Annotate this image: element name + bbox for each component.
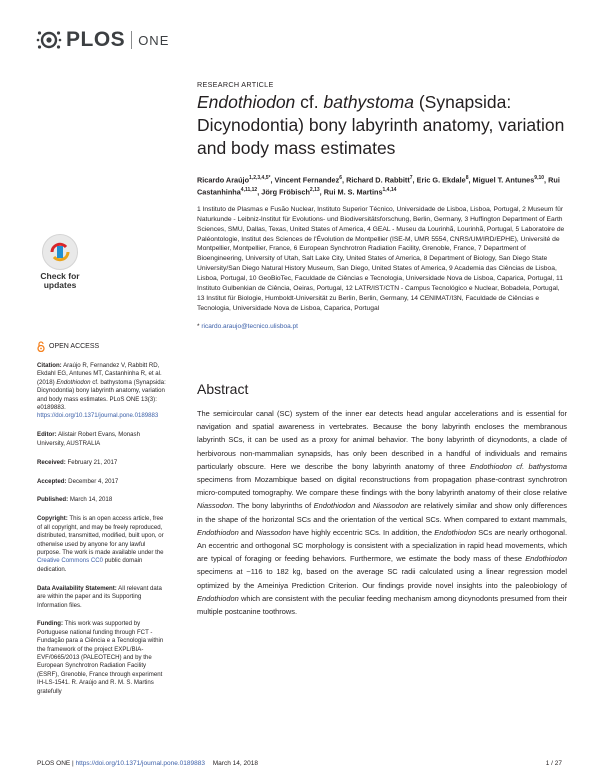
plos-one-logo	[36, 28, 169, 52]
corresponding-email[interactable]: ricardo.araujo@tecnico.ulisboa.pt	[201, 322, 298, 330]
abstract-text: are relatively similar and show only differences in the shape of the horizontal SCs and the orientation of the vertical SCs. When compared to extant mammals,	[197, 501, 567, 524]
footer-journal: PLOS ONE	[37, 760, 71, 767]
title-rest: (Synapsida: Dicynodontia) bony labyrinth anatomy, variation and body mass estimates	[197, 92, 565, 158]
abstract-body	[197, 407, 567, 618]
copyright-text: This is an open access article, free of all copyright, and may be freely reproduced, distributed, transmitted, modified, built upon, or otherwise used by anyone for any lawful purpose. The work is made available under the	[37, 515, 164, 556]
funding-block	[37, 620, 167, 696]
author-affiliation-marker: 9,10	[534, 175, 545, 181]
article-sidebar	[37, 362, 167, 707]
abstract-taxon: Endothiodon	[525, 554, 567, 564]
abstract-taxon: Endothiodon	[197, 527, 239, 537]
author-affiliation-marker: 6	[339, 175, 343, 181]
funding-label: Funding:	[37, 620, 64, 628]
copyright-label: Copyright:	[37, 515, 68, 523]
abstract-taxon: Niassodon	[255, 527, 291, 537]
citation-doi-link[interactable]: https://doi.org/10.1371/journal.pone.0189883	[37, 412, 159, 420]
accepted-date: December 4, 2017	[68, 477, 119, 485]
citation-title-rest: cf. bathystoma (Synapsida: Dicynodontia) bony labyrinth anatomy, variation and body mass estimates. PLoS ONE 13(3): e0189883.	[37, 378, 166, 412]
abstract-text: which are consistent with the peculiar feeding mechanism among dicynodonts presumed from their multiple postcanine toothrows.	[197, 593, 568, 617]
plos-logo-icon	[36, 29, 62, 51]
author-affiliation-marker: 8	[465, 175, 469, 181]
author-name: Richard D. Rabbitt	[346, 175, 410, 185]
copyright-end: public domain dedication.	[37, 557, 143, 573]
open-access-tag	[37, 341, 99, 352]
author-affiliation-marker: 4,11,12	[240, 187, 258, 194]
citation-text: Araújo R, Fernandez V, Rabbitt RD, Ekdahl EG, Antunes MT, Castanhinha R, et al. (2018)	[37, 362, 162, 386]
abstract-text: The semicircular canal (SC) system of the inner ear detects head angular accelerations and is essential for navigation and spatial awareness in vertebrates. Because the bony labyrinth encloses the membranous labyrinth SCs, it can be used as a proxy for animal behavior. The bony labyrinth of dicynodonts, a clade of herbivorous non-mammalian synapsids, has only been described in a handful of individuals and remains particularly obscure. Here we describe the bony labyrinth anatomy of three	[197, 409, 567, 471]
article-title	[197, 91, 567, 160]
editor-label: Editor:	[37, 431, 57, 439]
data-availability-label: Data Availability Statement:	[37, 584, 117, 592]
author-name: Rui M. S. Martins	[323, 187, 383, 197]
abstract-text: SCs are nearly orthogonal. An eccentric and orthogonal SC morphology is consistent with a specialization in rapid head movements, which are typical of foraging or feeding behaviors. Furthermore, we estimate the body mass of these	[197, 527, 568, 564]
footer-date: March 14, 2018	[212, 760, 258, 767]
author-name: Eric G. Ekdale	[416, 175, 466, 185]
abstract-taxon: Endothiodon cf. bathystoma	[470, 461, 567, 471]
citation-label: Citation:	[37, 362, 62, 369]
open-access-label: OPEN ACCESS	[49, 343, 100, 350]
page-number: 1 / 27	[545, 760, 562, 767]
footer-doi-link[interactable]: https://doi.org/10.1371/journal.pone.0189883	[75, 760, 205, 767]
affiliations: 1 Instituto de Plasmas e Fusão Nuclear, Instituto Superior Técnico, Universidade de Lisboa, Lisboa, Portugal, 2 Museum für Naturkunde - Leibniz-Institut für Evolutions- und Biodiversitätsforschung, Berlin, Germany, 3 Huffington Department of Earth Sciences, SMU, Dallas, Texas, United States of America, 4 GEAL - Museu da Lourinhã, Lourinhã, Portugal, 5 Laboratoire de Paléontologie, Institut des Sciences de l'Évolution de Montpellier (ISE-M, UMR 5554, CNRS/UM/IRD/EPHE), Université de Montpellier, Montpellier, France, 6 European Synchrotron Radiation Facility, Grenoble, France, 7 Department of Bioengineering, University of Utah, Salt Lake City, United States of America, 8 Department of Biology, San Diego State University/San Diego Natural History Museum, San Diego, United States of America, 9 Academia das Ciências de Lisboa, Lisboa, Portugal, 10 GeoBioTec, Faculdade de Ciências e Tecnologia, Universidade Nova de Lisboa, Caparica, Portugal, 11 Instituto Gulbenkian de Ciência, Oeiras, Portugal, 12 LATR/IST/CTN - Campus Tecnológico e Nuclear, Bobadela, Portugal, 13 Institut für Biologie, Humboldt-Universität zu Berlin, Berlin, Germany, 14 CENIMAT/I3N, Faculdade de Ciências e Tecnologia, Universidade Nova de Lisboa, Caparica, Portugal	[197, 205, 565, 312]
received-date: February 21, 2017	[67, 458, 118, 466]
open-lock-icon	[37, 341, 45, 352]
abstract-taxon: Endothiodon	[434, 527, 477, 537]
editor-text: Alistair Robert Evans, Monash University, AUSTRALIA	[37, 431, 140, 447]
title-species: bathystoma	[323, 92, 414, 112]
accepted-block	[37, 478, 167, 486]
abstract-heading: Abstract	[197, 381, 249, 397]
page-footer	[0, 760, 600, 772]
abstract-taxon: Niassodon	[197, 501, 233, 511]
brand-name: PLOS	[66, 28, 126, 51]
received-label: Received:	[37, 458, 66, 466]
title-cf: cf.	[295, 92, 324, 112]
received-block	[37, 459, 167, 467]
author-affiliation-marker: 1,4,14	[382, 187, 397, 194]
abstract-text: have highly eccentric SCs. In addition, the	[292, 527, 433, 537]
citation-title-italic: Endothiodon	[56, 378, 91, 386]
author-affiliation-marker: 2,13	[309, 187, 320, 194]
cc0-link[interactable]: Creative Commons CC0	[37, 557, 104, 565]
author-list: Ricardo Araújo$^{1,2,3,4,5*}$, Vincent Fernandez$^6$, Richard D. Rabbitt$^7$, Eric G. Ekdale$^8$, Miguel T. Antunes$^{9,10}$, Rui Castanhinha$^{4,11,12}$, Jörg Fröbisch$^{2,13}$, Rui M. S. Martins$^{1,4,14}$	[197, 175, 560, 197]
citation-block	[37, 362, 167, 421]
title-genus: Endothiodon	[197, 92, 296, 112]
author-name: Jörg Fröbisch	[261, 187, 310, 197]
author-name: Vincent Fernandez	[274, 175, 340, 185]
copyright-block	[37, 515, 167, 574]
corresponding-star: *	[197, 322, 202, 330]
author-name: Rui Castanhinha	[197, 175, 560, 197]
check-updates-label: Check for updates	[40, 271, 80, 290]
logo-divider	[131, 31, 132, 49]
author-name: Ricardo Araújo	[197, 175, 250, 185]
article-header	[197, 80, 567, 330]
abstract-taxon: Niassodon	[372, 501, 409, 511]
funding-text: This work was supported by Portuguese national funding through FCT - Fundação para a Ciência e a Tecnologia within the framework of the project EXPL/BIA-EVF/0665/2013 (PALEOTECH) and by the European Synchrotron Radiation Facility (ESRF), Grenoble, France through experiment IH-LS-1541. R. Araújo and R. M. S. Martins gratefully	[37, 620, 164, 695]
check-for-updates-badge[interactable]	[37, 234, 83, 292]
published-label: Published:	[37, 496, 69, 504]
abstract-text: and	[240, 527, 254, 537]
published-date: March 14, 2018	[69, 496, 113, 504]
abstract-text: specimens at ~116 to 182 kg, based on the average SC radii calculated using a linear regression model optimized by the Ameiniya Prediction Criterion. Our findings provide novel insights into the paleobiology of	[197, 567, 567, 590]
footer-left	[37, 760, 258, 767]
abstract-text: . The bony labyrinths of	[232, 501, 312, 511]
footer-separator: |	[72, 760, 74, 767]
author-affiliation-marker: 7	[409, 175, 413, 181]
editor-block	[37, 431, 167, 448]
article-type: RESEARCH ARTICLE	[197, 80, 274, 89]
corresponding-author	[197, 323, 567, 330]
abstract-taxon: Endothiodon	[313, 501, 356, 511]
abstract-taxon: Endothiodon	[197, 593, 239, 603]
data-availability-text: All relevant data are within the paper and its Supporting Information files.	[37, 584, 162, 609]
journal-name: ONE	[138, 32, 170, 48]
accepted-label: Accepted:	[37, 477, 67, 485]
published-block	[37, 496, 167, 504]
author-name: Miguel T. Antunes	[472, 175, 535, 185]
author-affiliation-marker: 1,2,3,4,5*	[249, 175, 271, 181]
data-availability-block	[37, 585, 167, 610]
abstract-text: specimens from Mozambique based on digital reconstructions from propagation phase-contrast synchrotron micro-computed tomography. We compare these findings with the bony labyrinth anatomy of their close relative	[197, 475, 567, 498]
abstract-text: and	[357, 501, 371, 511]
check-updates-icon	[42, 234, 78, 270]
